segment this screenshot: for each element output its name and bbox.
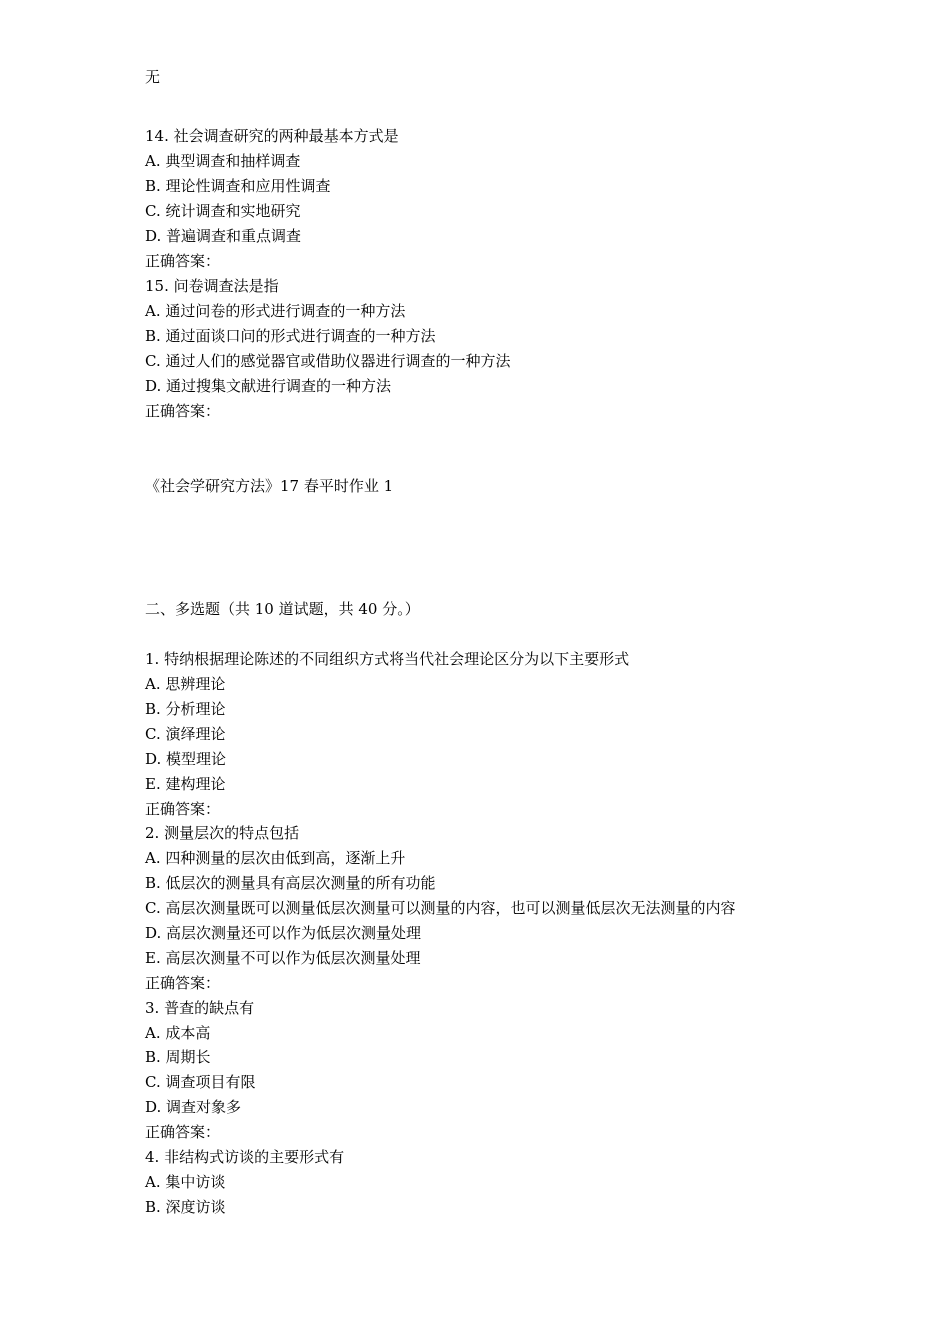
question-1-option-a: A. 思辨理论 <box>145 675 226 693</box>
question-14-option-c: C. 统计调查和实地研究 <box>145 202 301 220</box>
question-3-stem: 3. 普查的缺点有 <box>145 999 255 1017</box>
question-14-stem: 14. 社会调查研究的两种最基本方式是 <box>145 127 399 145</box>
question-2-answer-label: 正确答案： <box>145 974 221 992</box>
section-heading-multiple-choice: 二、多选题（共 10 道试题，共 40 分。） <box>145 600 420 618</box>
question-1-option-d: D. 模型理论 <box>145 750 227 768</box>
question-15-stem: 15. 问卷调查法是指 <box>145 277 279 295</box>
question-15-option-a: A. 通过问卷的形式进行调查的一种方法 <box>145 302 406 320</box>
question-15-option-d: D. 通过搜集文献进行调查的一种方法 <box>145 377 392 395</box>
question-2-stem: 2. 测量层次的特点包括 <box>145 824 300 842</box>
assignment-title: 《社会学研究方法》17 春平时作业 1 <box>145 477 394 495</box>
question-14-option-a: A. 典型调查和抽样调查 <box>145 152 301 170</box>
question-2-option-c: C. 高层次测量既可以测量低层次测量可以测量的内容，也可以测量低层次无法测量的内容 <box>145 899 736 917</box>
question-14-option-d: D. 普遍调查和重点调查 <box>145 227 302 245</box>
question-2-option-e: E. 高层次测量不可以作为低层次测量处理 <box>145 949 421 967</box>
question-14-option-b: B. 理论性调查和应用性调查 <box>145 177 331 195</box>
question-2-option-a: A. 四种测量的层次由低到高，逐渐上升 <box>145 849 406 867</box>
question-2-option-b: B. 低层次的测量具有高层次测量的所有功能 <box>145 874 436 892</box>
question-2-option-d: D. 高层次测量还可以作为低层次测量处理 <box>145 924 422 942</box>
question-3-option-d: D. 调查对象多 <box>145 1098 242 1116</box>
question-4-stem: 4. 非结构式访谈的主要形式有 <box>145 1148 345 1166</box>
question-15-answer-label: 正确答案： <box>145 402 221 420</box>
question-4-option-a: A. 集中访谈 <box>145 1173 226 1191</box>
question-14-answer-label: 正确答案： <box>145 252 221 270</box>
question-3-option-c: C. 调查项目有限 <box>145 1073 256 1091</box>
question-1-option-e: E. 建构理论 <box>145 775 226 793</box>
question-1-stem: 1. 特纳根据理论陈述的不同组织方式将当代社会理论区分为以下主要形式 <box>145 650 630 668</box>
question-3-option-b: B. 周期长 <box>145 1048 211 1066</box>
question-1-option-c: C. 演绎理论 <box>145 725 226 743</box>
question-1-answer-label: 正确答案： <box>145 800 221 818</box>
question-1-option-b: B. 分析理论 <box>145 700 226 718</box>
question-15-option-b: B. 通过面谈口问的形式进行调查的一种方法 <box>145 327 436 345</box>
question-15-option-c: C. 通过人们的感觉器官或借助仪器进行调查的一种方法 <box>145 352 511 370</box>
question-4-option-b: B. 深度访谈 <box>145 1198 226 1216</box>
question-3-answer-label: 正确答案： <box>145 1123 221 1141</box>
text-line-none: 无 <box>145 68 161 86</box>
question-3-option-a: A. 成本高 <box>145 1024 211 1042</box>
